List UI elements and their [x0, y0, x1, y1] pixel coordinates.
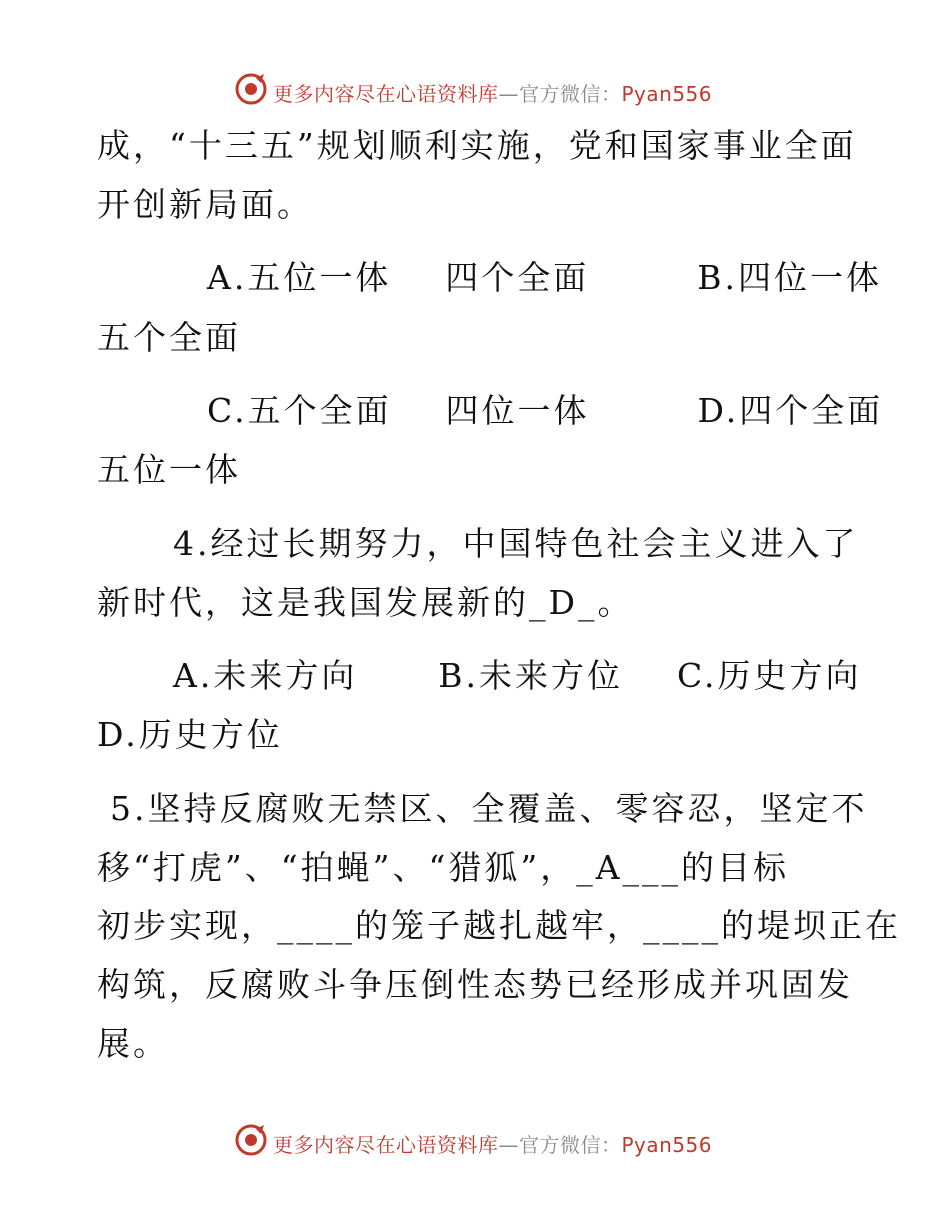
- footer-wechat-id: Pyan556: [621, 1133, 713, 1157]
- paragraph-line: 成，“十三五”规划顺利实施，党和国家事业全面: [97, 126, 857, 165]
- brand-logo-icon: [234, 1123, 268, 1157]
- question-line: 移“打虎”、“拍蝇”、“猎狐”，_A___的目标: [97, 848, 790, 887]
- option-line: D.历史方位: [97, 715, 283, 754]
- option-line: C.五个全面 四位一体 D.四个全面: [207, 391, 884, 430]
- footer-text: [273, 1129, 712, 1158]
- option-line: 五个全面: [97, 318, 241, 357]
- option-line: A.未来方向 B.未来方位 C.历史方向: [173, 656, 862, 695]
- option-line: A.五位一体 四个全面 B.四位一体: [207, 258, 882, 297]
- option-line: 五位一体: [97, 450, 241, 489]
- question-line: 5.坚持反腐败无禁区、全覆盖、零容忍，坚定不: [110, 789, 868, 828]
- header-text: [273, 78, 712, 107]
- footer-brand-text: 更多内容尽在心语资料库: [273, 1133, 499, 1157]
- header-wechat-label: 官方微信：: [519, 82, 622, 106]
- question-line: 新时代，这是我国发展新的_D_。: [97, 583, 634, 622]
- brand-logo-icon: [234, 72, 268, 106]
- footer-wechat-label: 官方微信：: [519, 1133, 622, 1157]
- header-brand-text: 更多内容尽在心语资料库: [273, 82, 499, 106]
- paragraph-line: 开创新局面。: [97, 185, 313, 224]
- footer-banner: [0, 1123, 950, 1163]
- header-banner: [0, 72, 950, 112]
- question-line: 初步实现，____的笼子越扎越牢，____的堤坝正在: [97, 906, 901, 945]
- footer-separator: —: [498, 1133, 519, 1157]
- header-wechat-id: Pyan556: [621, 82, 713, 106]
- question-line: 4.经过长期努力，中国特色社会主义进入了: [173, 524, 859, 563]
- question-line: 构筑，反腐败斗争压倒性态势已经形成并巩固发: [97, 965, 853, 1004]
- header-separator: —: [498, 82, 519, 106]
- question-line: 展。: [97, 1024, 169, 1063]
